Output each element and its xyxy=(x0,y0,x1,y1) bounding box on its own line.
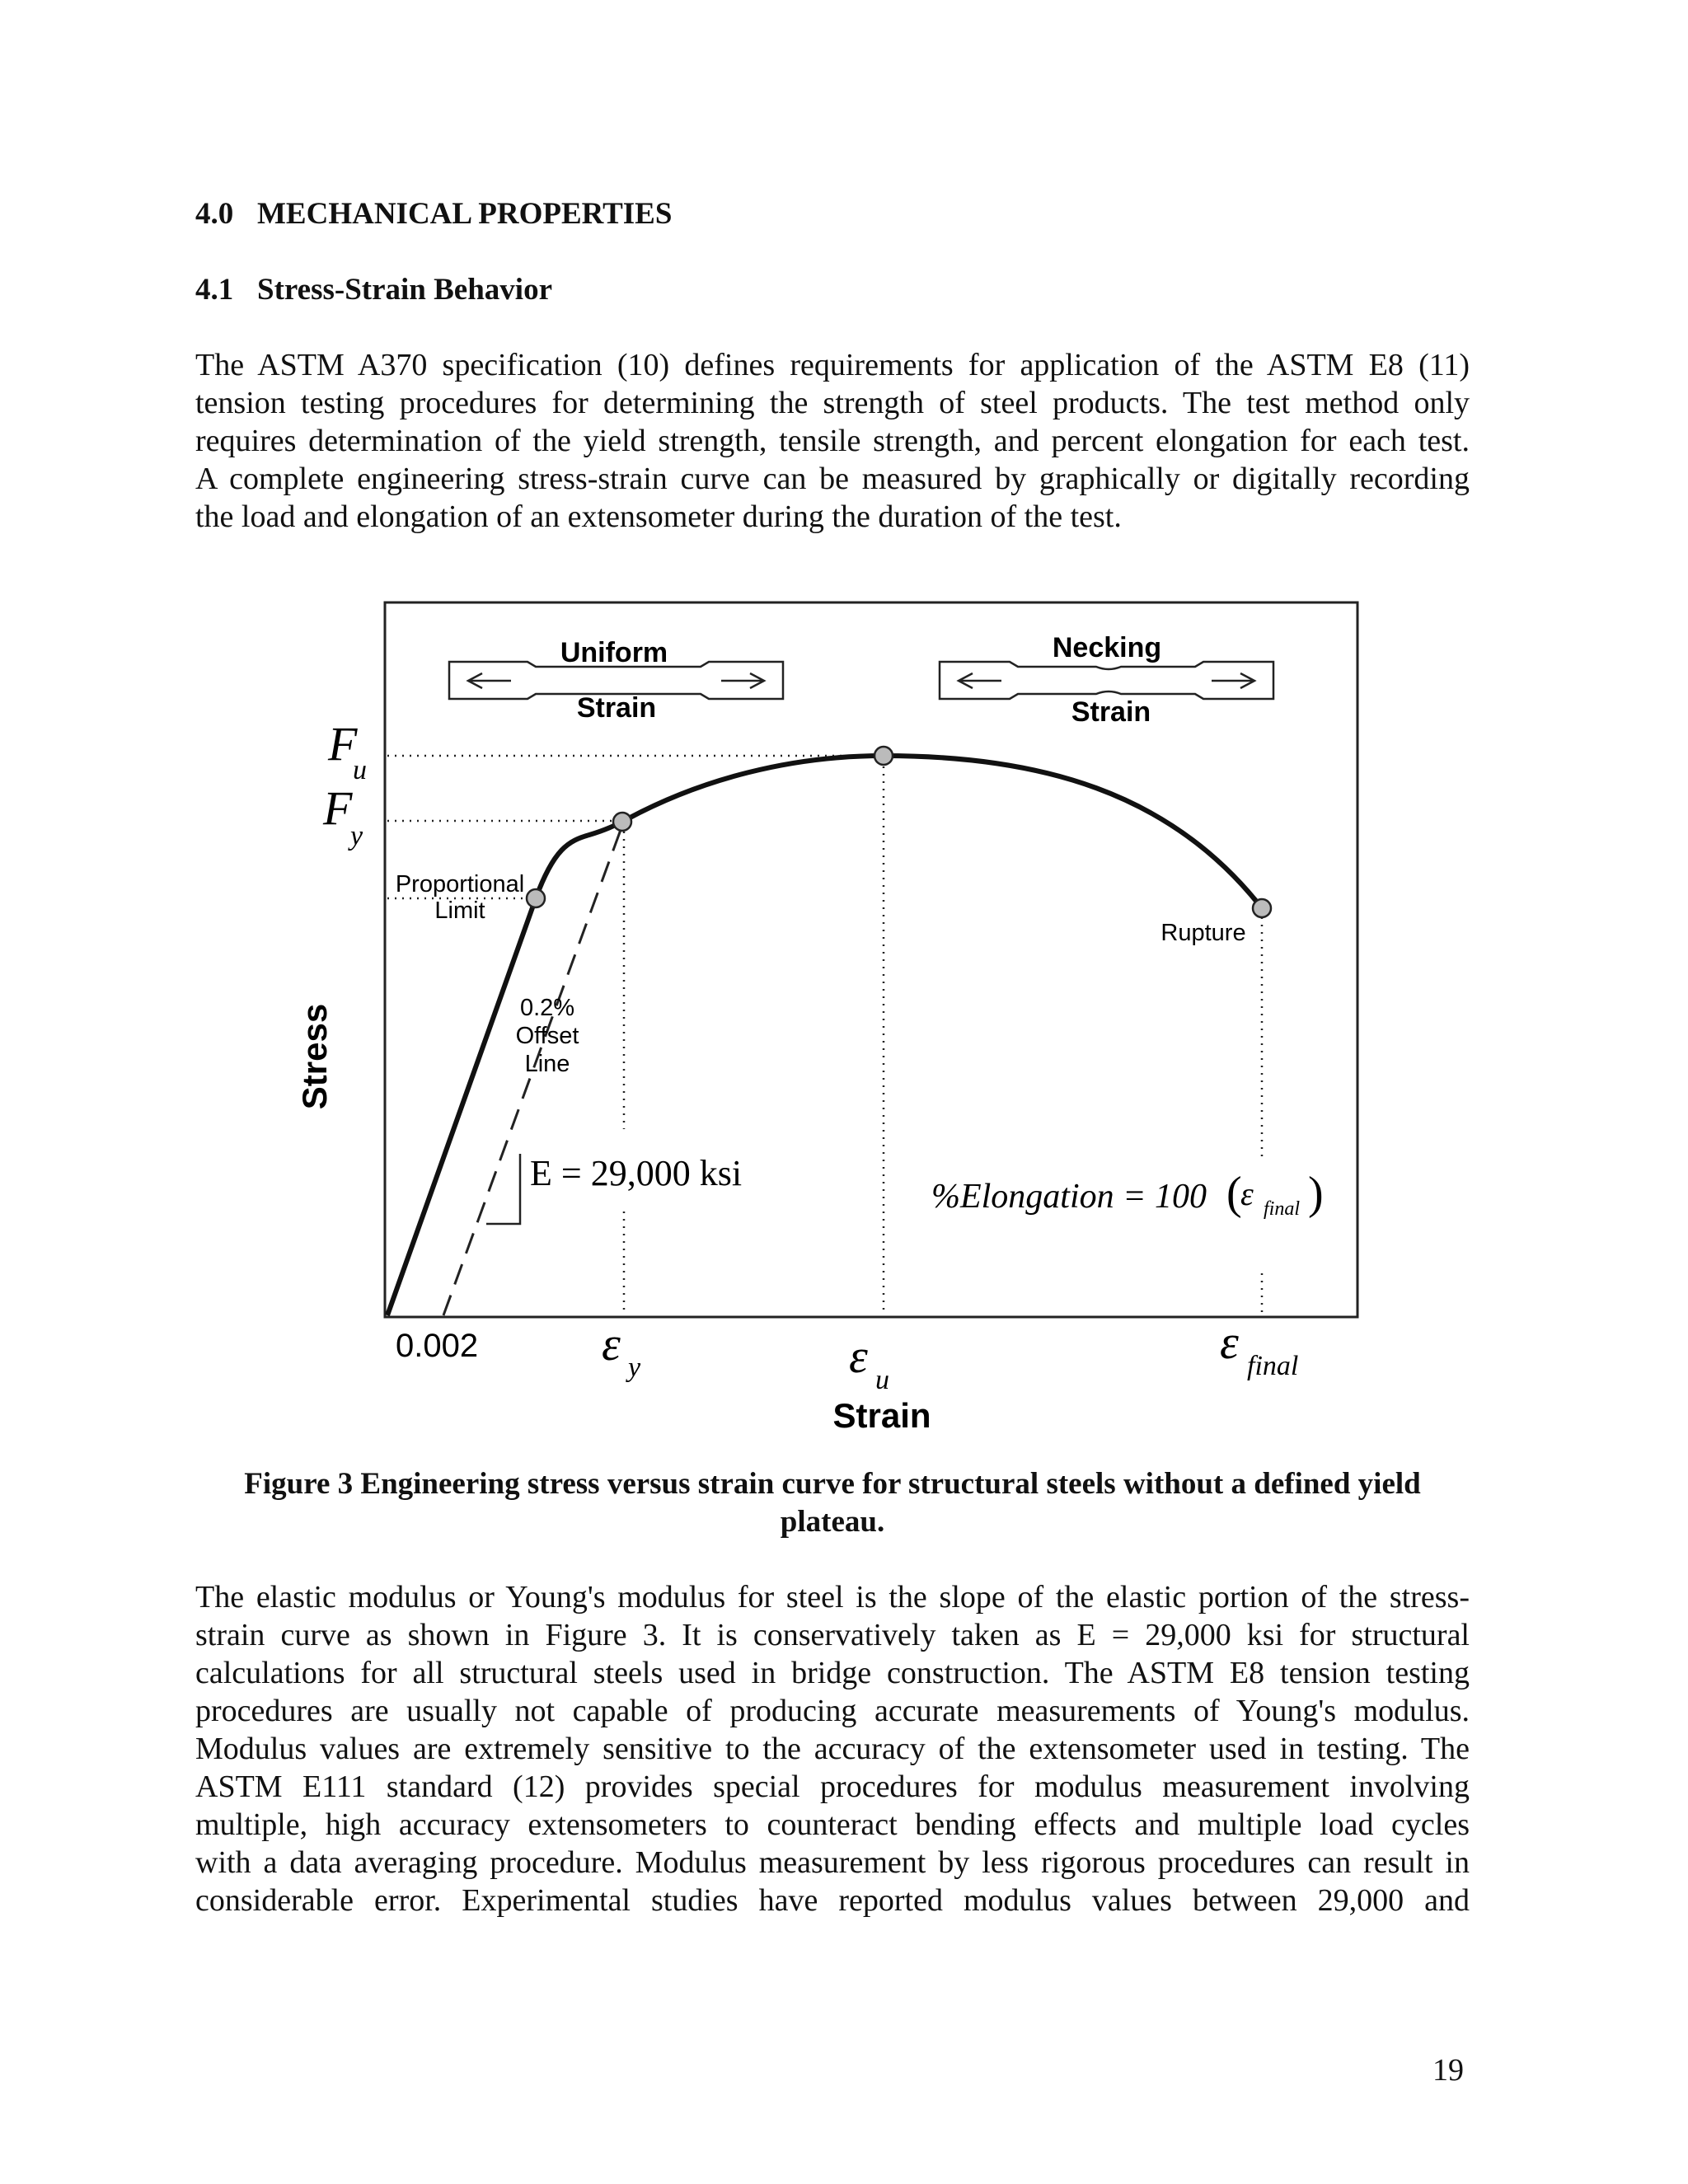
y-axis-title: Stress xyxy=(295,1003,334,1110)
proportional-limit-point xyxy=(527,889,545,907)
offset-label-1: 0.2% xyxy=(519,995,575,1021)
paragraph-line: tension testing procedures for determining the strength of steel products. The test method only xyxy=(195,386,1470,420)
necking-label-top: Necking xyxy=(1052,632,1162,663)
tick-epsilon-y: ε xyxy=(602,1317,621,1371)
paragraph-line: considerable error. Experimental studies have reported modulus values between 29,000 and xyxy=(195,1883,1470,1918)
section-title: MECHANICAL PROPERTIES xyxy=(257,197,673,231)
paragraph-line: ASTM E111 standard (12) provides special procedures for modulus measurement involving xyxy=(195,1769,1470,1804)
paragraph-line: The elastic modulus or Young's modulus for steel is the slope of the elastic portion of the stress- xyxy=(195,1580,1470,1615)
fy-label: F xyxy=(323,781,353,835)
elongation-paren-close: ) xyxy=(1308,1168,1324,1219)
modulus-triangle xyxy=(486,1154,520,1224)
fu-label: F xyxy=(328,717,358,771)
fy-subscript: y xyxy=(350,821,363,851)
paragraph-line: procedures are usually not capable of producing accurate measurements of Young's modulus. xyxy=(195,1694,1470,1728)
rupture-point xyxy=(1253,899,1271,917)
paragraph-line: A complete engineering stress-strain curve can be measured by graphically or digitally recording xyxy=(195,462,1470,496)
tick-epsilon-u: ε xyxy=(849,1329,868,1383)
paragraph-line: The ASTM A370 specification (10) defines requirements for application of the ASTM E8 (11) xyxy=(195,348,1470,382)
modulus-paragraph xyxy=(195,1578,1470,1919)
paragraph-line: calculations for all structural steels used in bridge construction. The ASTM E8 tension testing xyxy=(195,1656,1470,1690)
uniform-label-top: Uniform xyxy=(560,637,668,668)
elongation-subscript: final xyxy=(1264,1198,1301,1220)
modulus-equation: E = 29,000 ksi xyxy=(530,1153,743,1193)
rupture-label: Rupture xyxy=(1160,920,1246,946)
ultimate-point xyxy=(874,747,893,765)
tick-epsilon-final: ε xyxy=(1220,1315,1239,1369)
paragraph-line: requires determination of the yield strength, tensile strength, and percent elongation for each test. xyxy=(195,424,1470,458)
offset-label-3: Line xyxy=(524,1051,570,1077)
elongation-epsilon: ε xyxy=(1240,1175,1254,1212)
tick-epsilon-u-sub: u xyxy=(875,1365,889,1395)
tick-label-0002: 0.002 xyxy=(396,1328,479,1364)
elongation-paren-open: ( xyxy=(1226,1168,1242,1219)
figure-caption xyxy=(195,1465,1470,1541)
elongation-formula: %Elongation = 100 xyxy=(931,1178,1207,1216)
paragraph-line: multiple, high accuracy extensometers to counteract bending effects and multiple load cycles xyxy=(195,1807,1470,1842)
caption-line: plateau. xyxy=(780,1505,885,1539)
yield-point xyxy=(613,813,631,831)
uniform-label-bottom: Strain xyxy=(576,692,657,724)
necking-label-bottom: Strain xyxy=(1071,696,1151,728)
tick-epsilon-y-sub: y xyxy=(628,1352,641,1383)
subsection-title: Stress-Strain Behavior xyxy=(257,273,553,307)
page-number: 19 xyxy=(1432,2053,1464,2088)
paragraph-line: strain curve as shown in Figure 3. It is conservatively taken as E = 29,000 ksi for structural xyxy=(195,1618,1470,1652)
tick-epsilon-final-sub: final xyxy=(1247,1351,1299,1381)
proportional-limit-label: Proportional xyxy=(395,871,525,898)
x-axis-title: Strain xyxy=(832,1396,931,1435)
proportional-limit-label-2: Limit xyxy=(434,898,485,924)
offset-label-2: Offset xyxy=(515,1023,579,1049)
caption-line: Figure 3 Engineering stress versus strain curve for structural steels without a defined yield xyxy=(244,1467,1421,1501)
paragraph-line: the load and elongation of an extensometer during the duration of the test. xyxy=(195,499,1122,534)
section-number: 4.0 xyxy=(195,197,234,231)
subsection-number: 4.1 xyxy=(195,273,234,307)
necking-specimen-icon xyxy=(940,662,1273,699)
paragraph-line: with a data averaging procedure. Modulus measurement by less rigorous procedures can result in xyxy=(195,1845,1470,1880)
paragraph-line: Modulus values are extremely sensitive to the accuracy of the extensometer used in testing. The xyxy=(195,1732,1470,1766)
plot-frame xyxy=(385,602,1357,1317)
fu-subscript: u xyxy=(353,755,367,785)
